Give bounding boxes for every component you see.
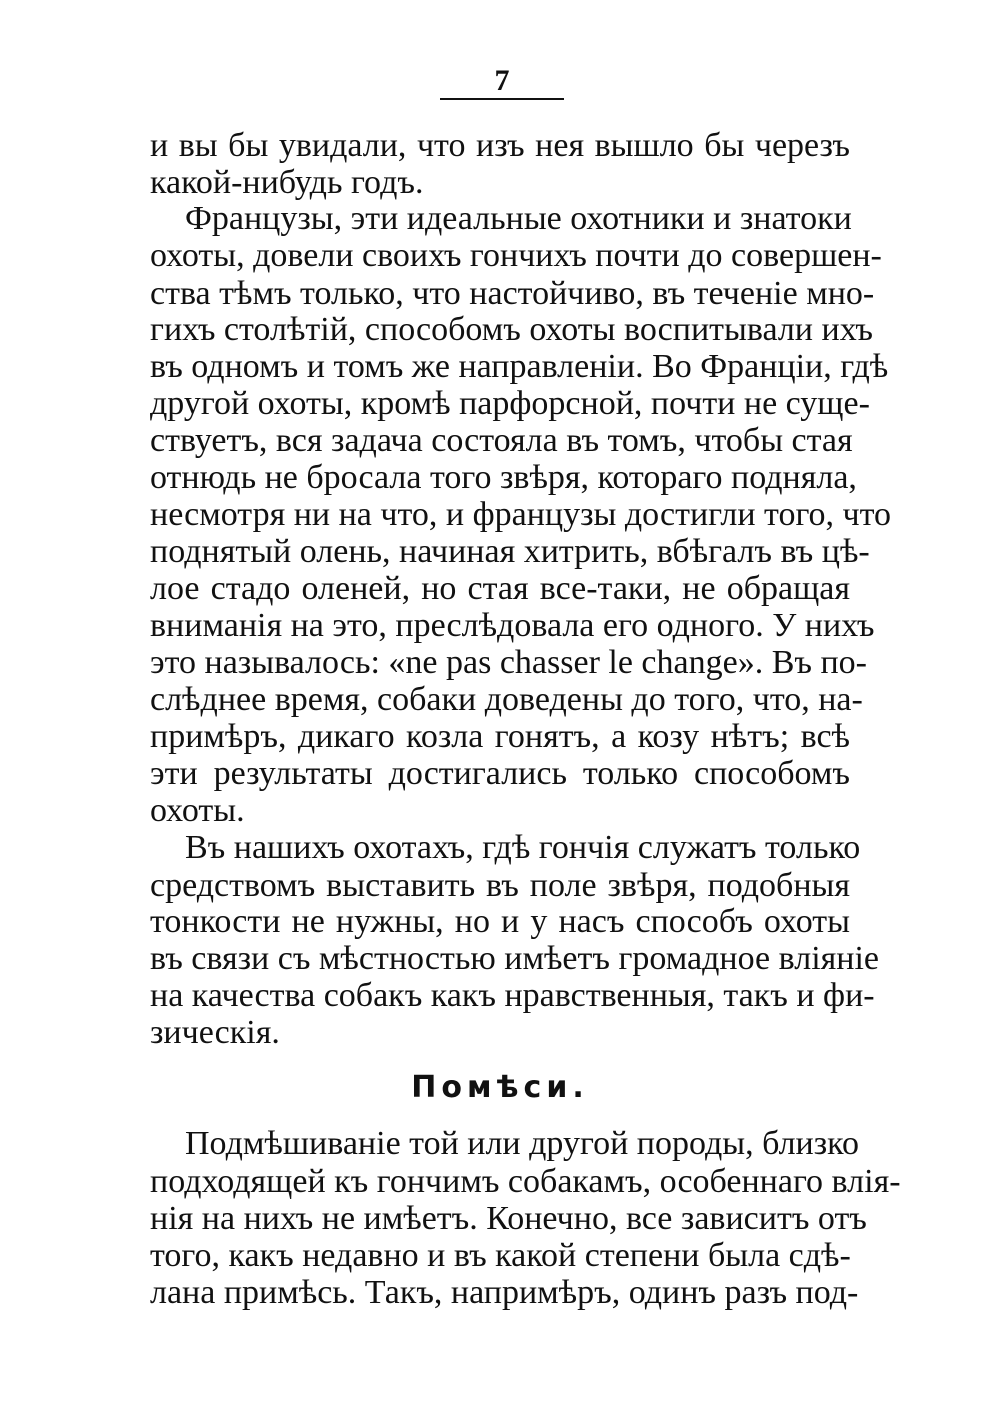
text-line: на качества собакъ какъ нравственныя, такъ и фи- (150, 977, 875, 1014)
text-line: охоты. (150, 792, 245, 829)
text-line: отнюдь не бросала того звѣря, котораго подняла, (150, 459, 857, 496)
text-line: гихъ столѣтій, способомъ охоты воспитывали ихъ (150, 311, 873, 348)
text-line: тонкости не нужны, но и у насъ способъ охоты (150, 903, 850, 940)
text-line: въ связи съ мѣстностью имѣетъ громадное вліяніе (150, 940, 880, 977)
text-line: подходящей къ гончимъ собакамъ, особеннаго влія- (150, 1163, 901, 1200)
text-line: Въ нашихъ охотахъ, гдѣ гончія служатъ только (185, 829, 861, 866)
section-heading: Помѣси. (411, 1070, 589, 1105)
text-line: средствомъ выставить въ поле звѣря, подобныя (150, 867, 850, 904)
text-line: вниманія на это, преслѣдовала его одного. У нихъ (150, 607, 875, 644)
text-line: Подмѣшиваніе той или другой породы, близко (185, 1125, 859, 1162)
text-line: примѣръ, дикаго козла гонятъ, а козу нѣтъ; всѣ (150, 718, 850, 755)
text-line: охоты, довели своихъ гончихъ почти до совершен- (150, 237, 882, 274)
page-number: 7 (494, 64, 510, 97)
text-line: въ одномъ и томъ же направленіи. Во Франціи, гдѣ (150, 348, 889, 385)
text-line: того, какъ недавно и въ какой степени была сдѣ- (150, 1237, 851, 1274)
page-number-rule (440, 98, 564, 100)
text-line: зическія. (150, 1014, 280, 1051)
text-line: ствуетъ, вся задача состояла въ томъ, чтобы стая (150, 422, 853, 459)
text-line: поднятый олень, начиная хитрить, вбѣгалъ въ цѣ- (150, 533, 870, 570)
text-line: Французы, эти идеальные охотники и знатоки (185, 200, 852, 237)
text-line: какой-нибудь годъ. (150, 164, 424, 201)
text-line: лана примѣсь. Такъ, напримѣръ, одинъ разъ под- (150, 1274, 859, 1311)
text-line: нія на нихъ не имѣетъ. Конечно, все зависитъ отъ (150, 1200, 867, 1237)
text-line: слѣднее время, собаки доведены до того, что, на- (150, 681, 863, 718)
text-line: ства тѣмъ только, что настойчиво, въ теченіе мно- (150, 275, 875, 312)
text-line: эти результаты достигались только способомъ (150, 755, 850, 792)
text-line: это называлось: «ne pas chasser le change». Въ по- (150, 644, 867, 681)
text-line: другой охоты, кромѣ парфорсной, почти не суще- (150, 385, 870, 422)
text-line: лое стадо оленей, но стая все-таки, не обращая (150, 570, 850, 607)
text-line: несмотря ни на что, и французы достигли того, что (150, 496, 892, 533)
text-line: и вы бы увидали, что изъ нея вышло бы черезъ (150, 127, 850, 164)
